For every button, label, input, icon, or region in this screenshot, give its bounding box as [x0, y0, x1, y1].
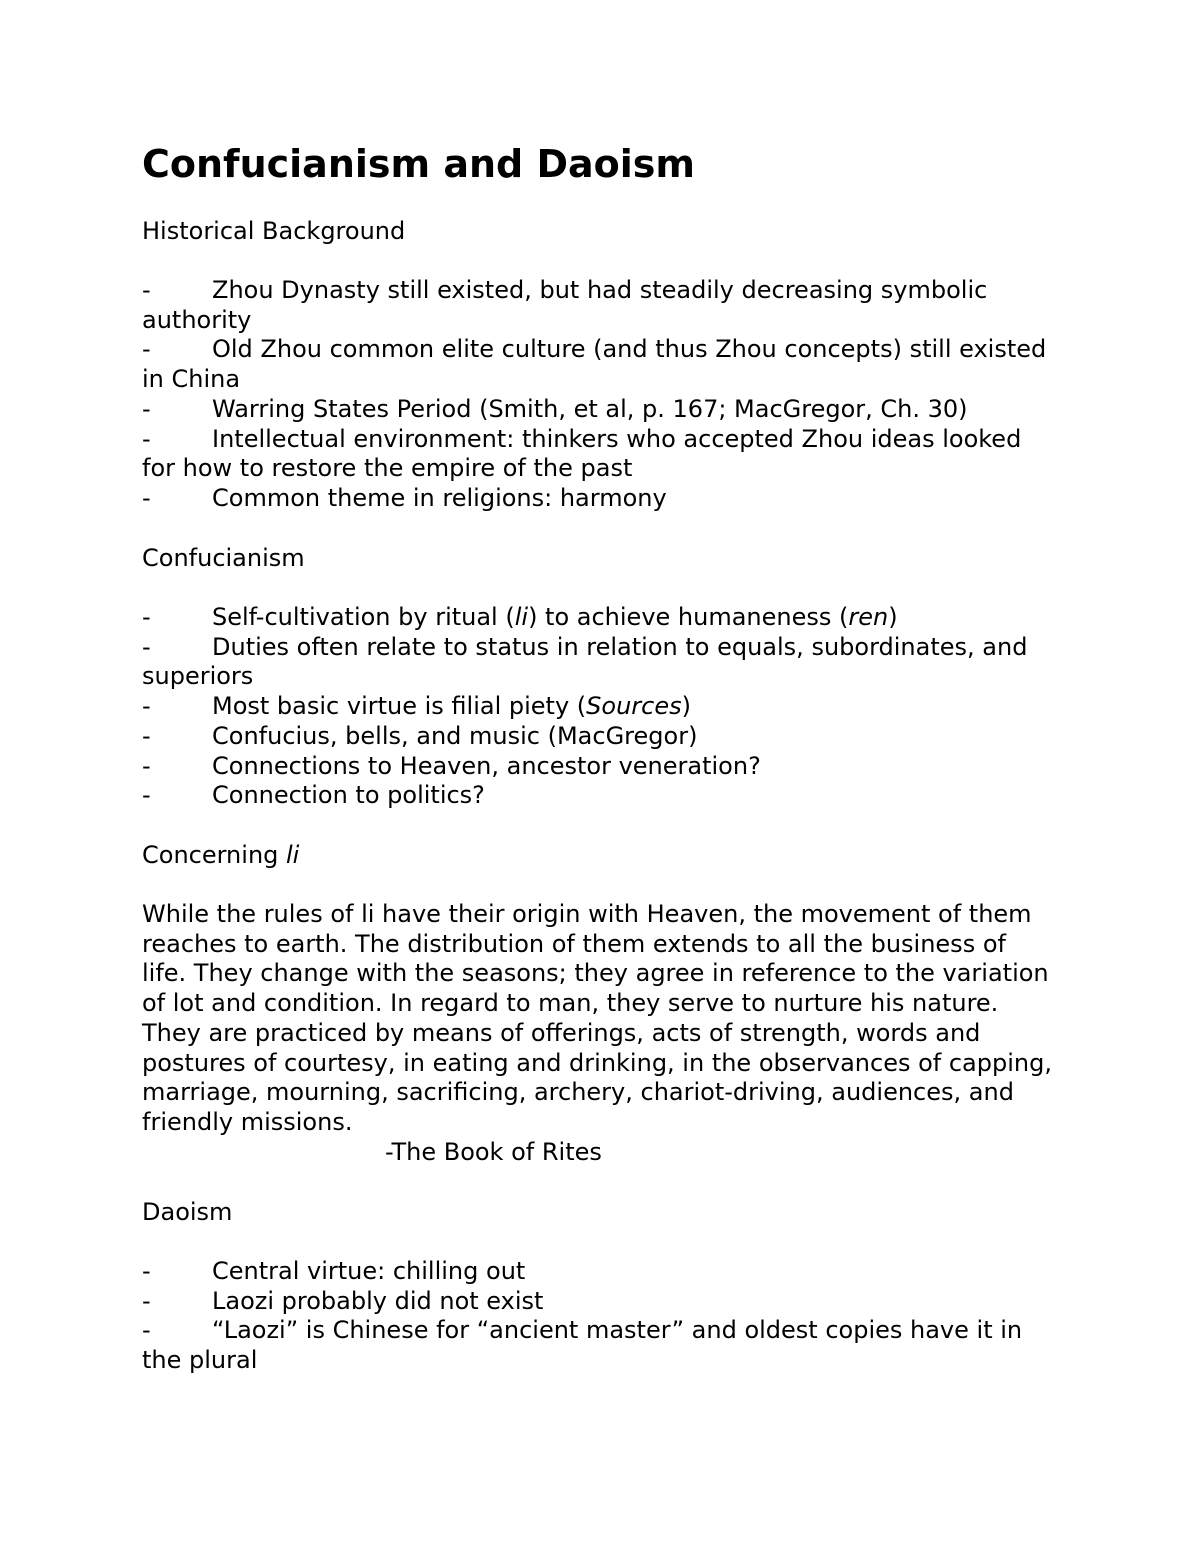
list-item	[142, 425, 1057, 484]
list-item-text: “Laozi” is Chinese for “ancient master” and oldest copies have it in the plural	[142, 1316, 1023, 1375]
list-item-text: Laozi probably did not exist	[212, 1286, 544, 1315]
list-item	[142, 395, 1057, 425]
list-item-text: Zhou Dynasty still existed, but had steadily decreasing symbolic authority	[142, 276, 988, 334]
list-item	[142, 633, 1057, 692]
quote-attribution: -The Book of Rites	[385, 1137, 602, 1166]
bullet-dash: -	[142, 603, 151, 631]
quote-text: While the rules of li have their origin with Heaven, the movement of them reaches to earth. The distribution of them extends to all the business of life. They change with the seasons; they agree in reference to the variation of lot and condition. In regard to man, they serve to nurture his nature. They are practiced by means of offerings, acts of strength, words and postures of courtesy, in eating and drinking, in the observances of capping, marriage, mourning, sacrificing, archery, chariot-driving, audiences, and friendly missions.	[142, 900, 1052, 1136]
list-historical-background	[142, 276, 1057, 514]
bullet-dash: -	[142, 721, 151, 750]
list-item-text: Connections to Heaven, ancestor veneration?	[212, 751, 761, 780]
term-li: li	[514, 603, 529, 631]
list-item-text: )	[888, 603, 898, 631]
heading-historical-background: Historical Background	[142, 217, 406, 245]
term-ren: ren	[848, 603, 889, 631]
bullet-dash: -	[142, 1257, 151, 1285]
term-li: li	[286, 841, 300, 869]
list-item	[142, 722, 1057, 752]
list-item	[142, 1257, 1057, 1287]
bullet-dash: -	[142, 751, 151, 780]
bullet-dash: -	[142, 1286, 151, 1315]
list-item	[142, 781, 1057, 811]
list-item	[142, 603, 1057, 633]
bullet-dash: -	[142, 335, 151, 364]
document-title: Confucianism and Daoism	[142, 142, 696, 186]
list-item	[142, 335, 1057, 394]
list-item-text: Old Zhou common elite culture (and thus Zhou concepts) still existed in China	[142, 335, 1047, 394]
bullet-dash: -	[142, 781, 151, 810]
list-item-text: Self-cultivation by ritual (	[212, 603, 515, 631]
term-sources: Sources	[586, 692, 682, 721]
list-item-text: Intellectual environment: thinkers who accepted Zhou ideas looked for how to restore the empire of the past	[142, 424, 1022, 483]
list-item	[142, 752, 1057, 782]
list-item	[142, 1287, 1057, 1317]
list-item-text: Most basic virtue is filial piety (	[212, 692, 587, 721]
bullet-dash: -	[142, 692, 151, 721]
bullet-dash: -	[142, 632, 151, 661]
heading-confucianism: Confucianism	[142, 544, 305, 572]
bullet-dash: -	[142, 483, 151, 512]
bullet-dash: -	[142, 424, 151, 453]
list-confucianism	[142, 603, 1057, 811]
list-item	[142, 692, 1057, 722]
list-item-text: Connection to politics?	[212, 781, 485, 810]
list-item-text: )	[681, 692, 691, 721]
list-item-text: Common theme in religions: harmony	[212, 483, 667, 512]
bullet-dash: -	[142, 394, 151, 423]
heading-daoism: Daoism	[142, 1198, 233, 1226]
list-item-text: Duties often relate to status in relation to equals, subordinates, and superiors	[142, 632, 1028, 691]
list-item-text: Warring States Period (Smith, et al, p. 167; MacGregor, Ch. 30)	[212, 394, 968, 423]
bullet-dash: -	[142, 276, 151, 304]
quote-book-of-rites	[142, 900, 1057, 1167]
bullet-dash: -	[142, 1316, 151, 1345]
heading-concerning-li	[142, 840, 299, 870]
list-item-text: Central virtue: chilling out	[212, 1257, 526, 1285]
heading-text: Concerning	[142, 841, 287, 869]
list-item	[142, 484, 1057, 514]
list-item	[142, 276, 1057, 335]
list-item	[142, 1316, 1057, 1375]
list-item-text: Confucius, bells, and music (MacGregor)	[212, 721, 698, 750]
list-item-text: ) to achieve humaneness (	[528, 603, 849, 631]
list-daoism	[142, 1257, 1057, 1376]
